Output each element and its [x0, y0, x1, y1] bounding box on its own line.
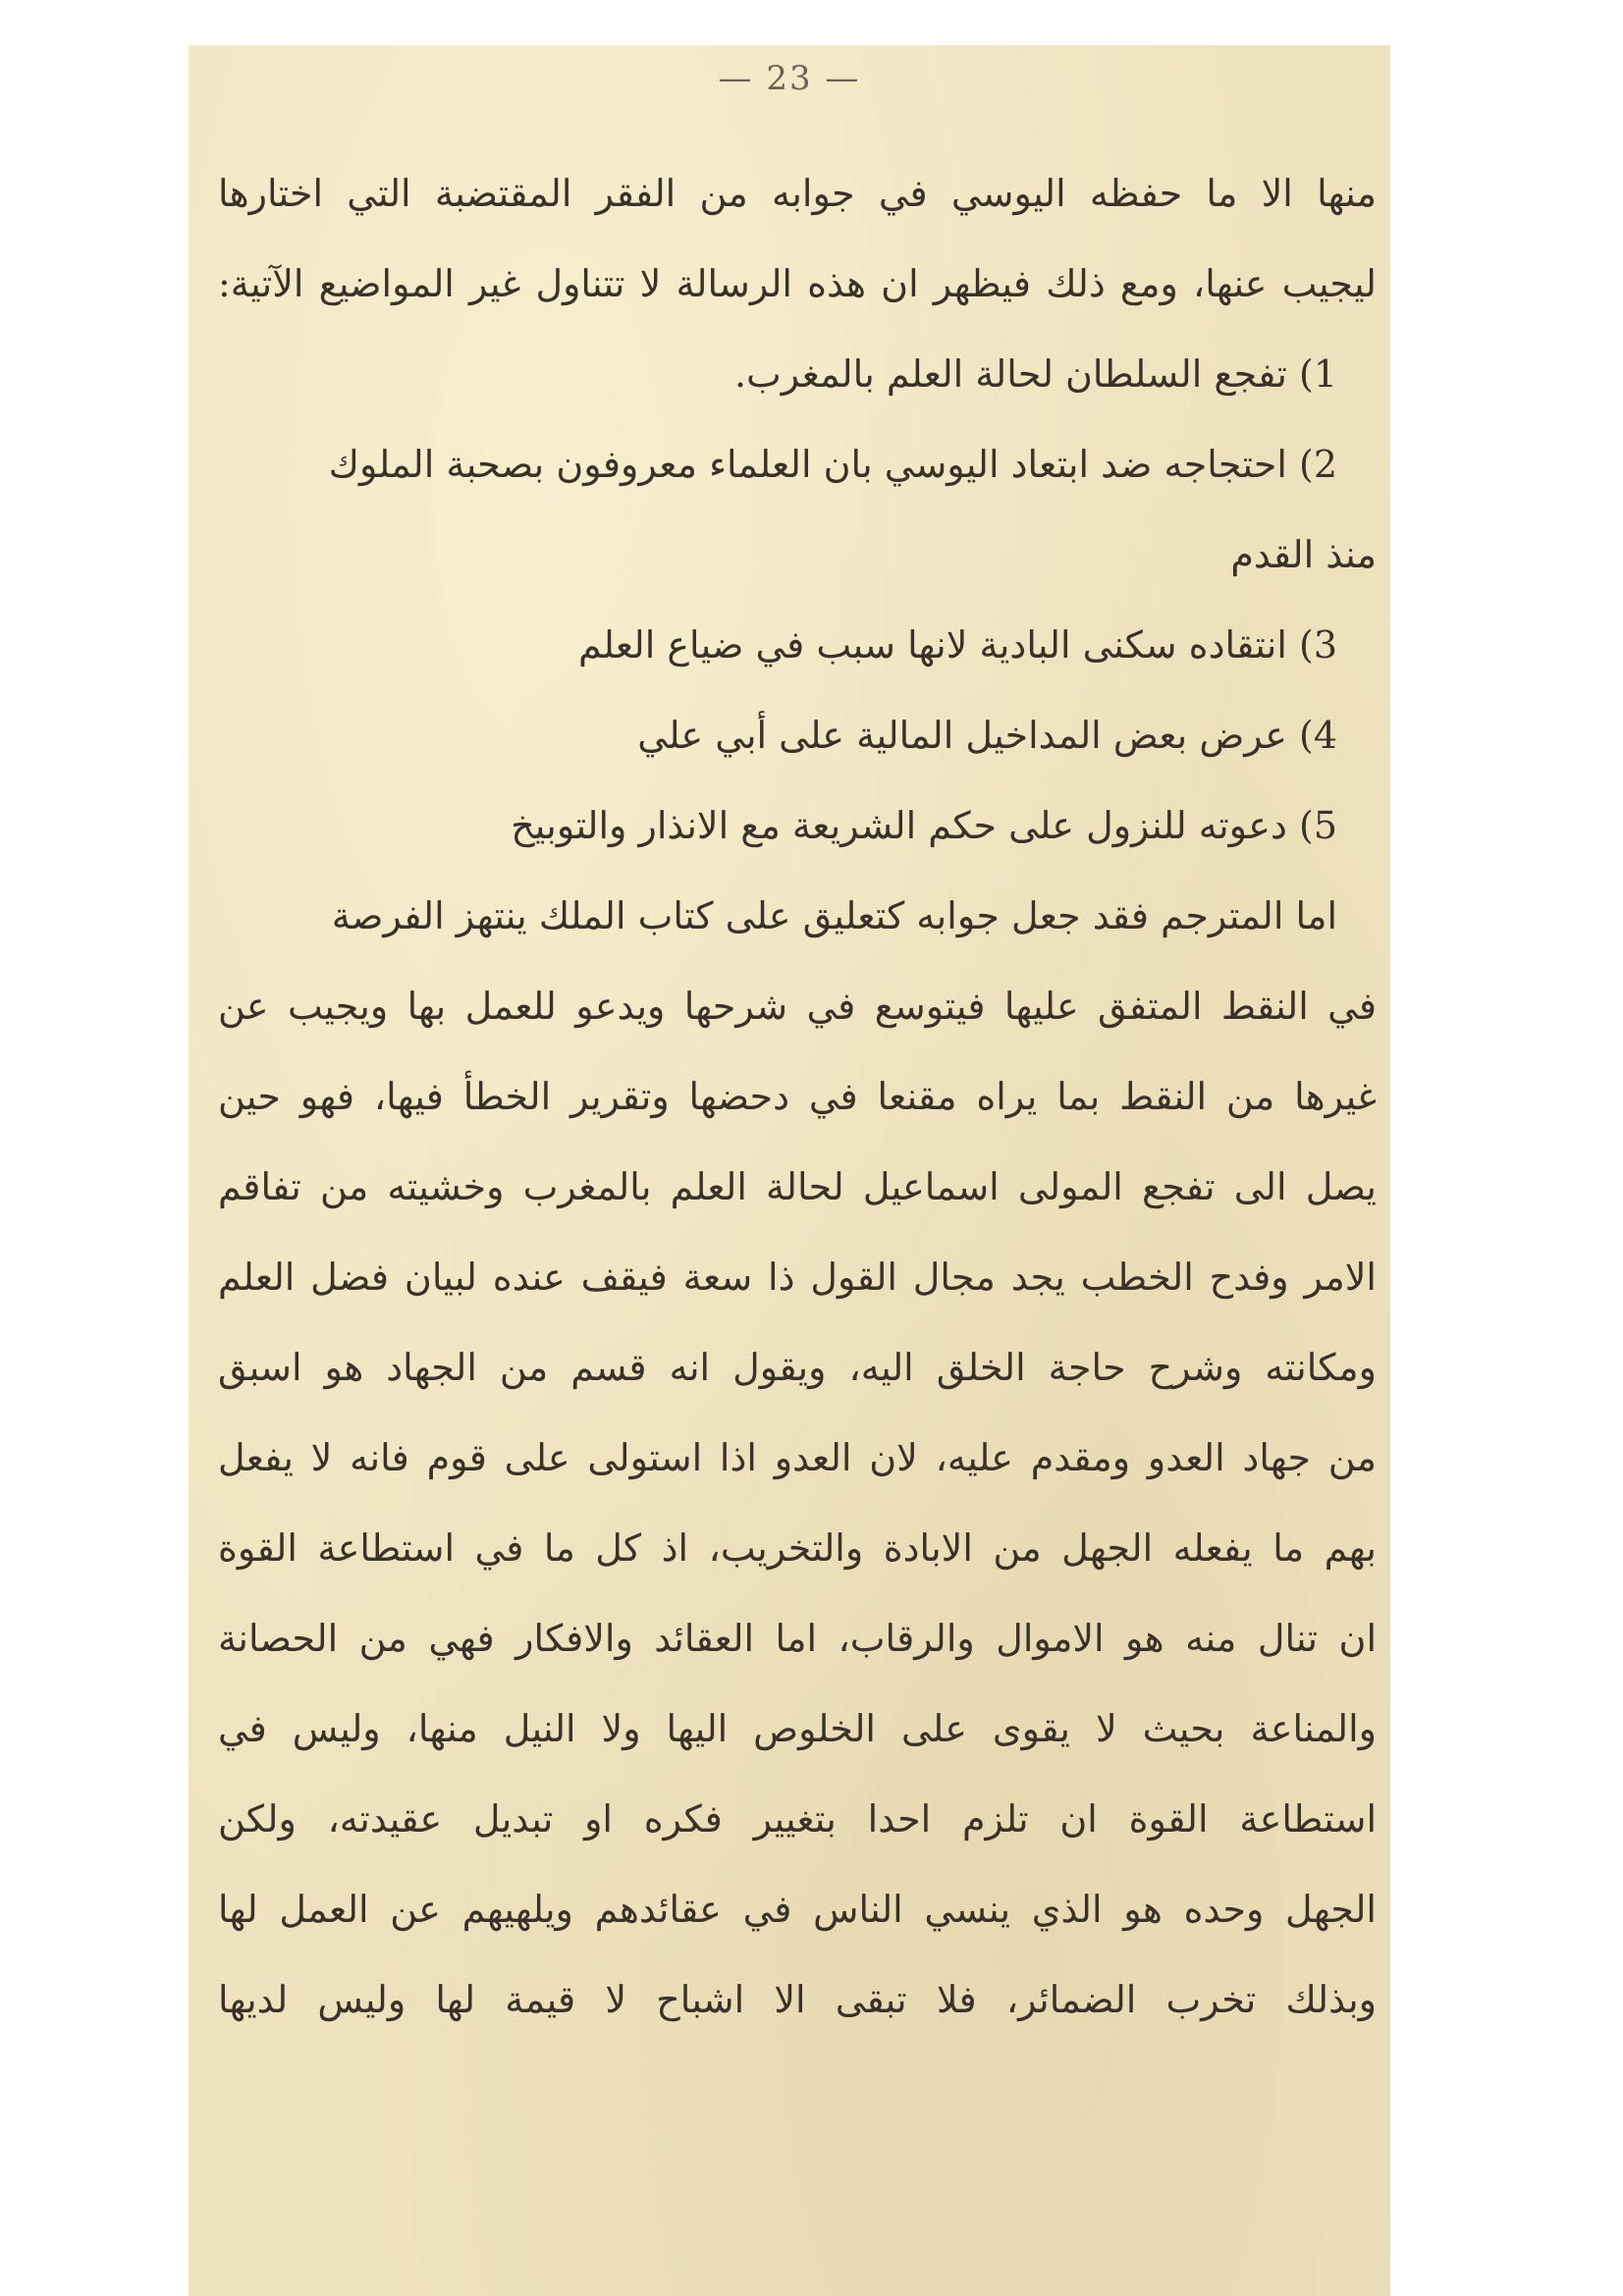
- text-line: استطاعة القوة ان تلزم احدا بتغيير فكره او تبديل عقيدته، ولكن: [218, 1797, 1377, 1841]
- text-line: ومكانته وشرح حاجة الخلق اليه، ويقول انه قسم من الجهاد هو اسبق: [218, 1346, 1377, 1389]
- text-line: ان تنال منه هو الاموال والرقاب، اما العقائد والافكار فهي من الحصانة: [218, 1617, 1377, 1660]
- list-item: 2) احتجاجه ضد ابتعاد اليوسي بان العلماء معروفون بصحبة الملوك: [328, 443, 1337, 486]
- text-line: ليجيب عنها، ومع ذلك فيظهر ان هذه الرسالة لا تتناول غير المواضيع الآتية:: [218, 262, 1377, 305]
- list-item: 1) تفجع السلطان لحالة العلم بالمغرب.: [733, 352, 1337, 396]
- text-line: الامر وفدح الخطب يجد مجال القول ذا سعة فيقف عنده لبيان فضل العلم: [218, 1255, 1377, 1299]
- list-item: 4) عرض بعض المداخيل المالية على أبي علي: [637, 714, 1337, 757]
- text-line: منذ القدم: [1230, 533, 1377, 576]
- text-line: وبذلك تخرب الضمائر، فلا تبقى الا اشباح لا قيمة لها وليس لديها: [218, 1978, 1377, 2021]
- text-line: والمناعة بحيث لا يقوى على الخلوص اليها ولا النيل منها، وليس في: [218, 1707, 1377, 1750]
- page-number: — 23 —: [718, 59, 861, 98]
- text-line: في النقط المتفق عليها فيتوسع في شرحها ويدعو للعمل بها ويجيب عن: [218, 985, 1377, 1028]
- text-line: بهم ما يفعله الجهل من الابادة والتخريب، اذ كل ما في استطاعة القوة: [218, 1526, 1377, 1570]
- text-line: غيرها من النقط بما يراه مقنعا في دحضها وتقرير الخطأ فيها، فهو حين: [218, 1075, 1377, 1118]
- list-item: 3) انتقاده سكنى البادية لانها سبب في ضياع العلم: [577, 623, 1337, 667]
- body-text: [218, 148, 1377, 2045]
- list-item: 5) دعوته للنزول على حكم الشريعة مع الانذار والتوبيخ: [511, 804, 1337, 847]
- text-line: يصل الى تفجع المولى اسماعيل لحالة العلم بالمغرب وخشيته من تفاقم: [218, 1165, 1377, 1208]
- text-line: من جهاد العدو ومقدم عليه، لان العدو اذا استولى على قوم فانه لا يفعل: [218, 1436, 1377, 1479]
- paragraph-start: اما المترجم فقد جعل جوابه كتعليق على كتاب الملك ينتهز الفرصة: [331, 894, 1337, 937]
- book-page: [189, 45, 1390, 2296]
- text-line: منها الا ما حفظه اليوسي في جوابه من الفقر المقتضبة التي اختارها: [218, 172, 1377, 215]
- text-line: الجهل وحده هو الذي ينسي الناس في عقائدهم ويلهيهم عن العمل لها: [218, 1888, 1377, 1931]
